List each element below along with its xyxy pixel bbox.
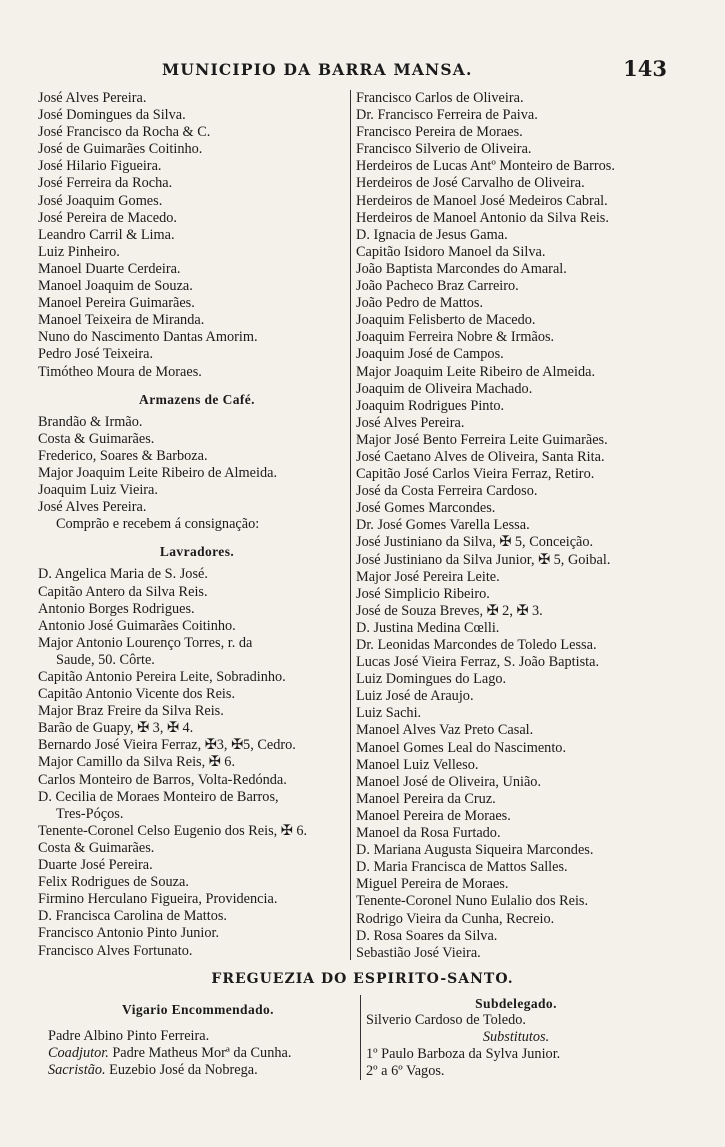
list-item: José Alves Pereira. [38,90,147,106]
list-item: Manoel da Rosa Furtado. [356,825,501,842]
list-item: Herdeiros de Manoel Antonio da Silva Reis. [356,209,609,226]
list-item: Capitão Antonio Pereira Leite, Sobradinho. [38,669,286,685]
list-item: Francisco Silverio de Oliveira. [356,141,532,158]
list-item: Manoel Joaquim de Souza. [38,278,193,295]
list-item: Firmino Herculano Figueira, Providencia. [38,891,278,908]
list-item: José Francisco da Rocha & C. [38,124,211,141]
list-item: Major José Bento Ferreira Leite Guimarães. [356,431,608,448]
list-item: Luiz Pinheiro. [38,243,120,260]
list-item: Costa & Guimarães. [38,839,155,856]
list-item: Major Camillo da Silva Reis, ✠ 6. [38,754,236,771]
list-item: Pedro José Teixeira. [38,346,154,363]
list-item: Capitão Antonio Vicente dos Reis. [38,686,236,703]
list-item: Joaquim Luiz Vieira. [38,482,158,499]
list-item: Herdeiros de Manoel José Medeiros Cabral. [356,192,608,209]
list-item: Barão de Guapy, ✠ 3, ✠ 4. [38,720,194,737]
list-item: D. Ignacia de Jesus Gama. [356,226,508,243]
list-item: Manoel José de Oliveira, União. [356,773,542,790]
list-item: José Ferreira da Rocha. [38,175,173,192]
sacristao-label: Sacristão. [48,1062,106,1079]
page-number: 143 [623,56,667,81]
substituto-rest: 2º a 6º Vagos. [366,1063,445,1080]
freguezia-title: FREGUEZIA DO ESPIRITO-SANTO. [211,971,514,987]
list-item: D. Francisca Carolina de Mattos. [38,908,227,925]
list-item: Capitão José Carlos Vieira Ferraz, Retiro. [356,466,595,483]
list-item: João Baptista Marcondes do Amaral. [356,260,567,277]
list-item: D. Mariana Augusta Siqueira Marcondes. [356,842,594,859]
list-item: José Pereira de Macedo. [38,209,177,226]
list-item: Major Joaquim Leite Ribeiro de Almeida. [38,464,278,481]
list-item: Tenente-Coronel Nuno Eulalio dos Reis. [356,893,589,910]
list-item: José Gomes Marcondes. [356,500,496,517]
list-item: Frederico, Soares & Barboza. [38,447,208,464]
armazens-heading: Armazens de Café. [139,391,255,407]
list-item: Manoel Pereira Guimarães. [38,295,195,312]
list-item: Manoel Gomes Leal do Nascimento. [356,739,567,756]
list-item: José Simplicio Ribeiro. [356,585,490,602]
list-item: Luiz Domingues do Lago. [356,671,507,688]
armazens-list [38,414,356,517]
list-item: Timótheo Moura de Moraes. [38,363,202,380]
list-item: José Alves Pereira. [356,414,465,431]
list-item: Luiz Sachi. [356,705,422,722]
left-column [38,90,356,960]
list-item: José de Guimarães Coitinho. [38,141,203,158]
list-item: Manoel Pereira de Moraes. [356,807,511,824]
list-item: D. Justina Medina Cœlli. [356,619,500,636]
list-item: Capitão Antero da Silva Reis. [38,583,208,600]
list-item: Herdeiros de José Carvalho de Oliveira. [356,175,585,192]
list-item: Dr. Francisco Ferreira de Paiva. [356,107,538,124]
right-names-list [356,90,670,962]
coadjutor-value: Padre Matheus Morª da Cunha. [112,1045,292,1062]
list-item: Antonio José Guimarães Coitinho. [38,617,236,634]
list-item: D. Maria Francisca de Mattos Salles. [356,859,568,876]
page-title: MUNICIPIO DA BARRA MANSA. [162,60,473,79]
substituto-1: 1º Paulo Barboza da Sylva Junior. [366,1046,561,1063]
list-item: José Domingues da Silva. [38,107,186,124]
list-item: Sebastião José Vieira. [356,944,481,961]
list-item: Herdeiros de Lucas Antº Monteiro de Barros. [356,158,615,175]
list-item: Capitão Isidoro Manoel da Silva. [356,243,546,260]
list-item: Joaquim Rodrigues Pinto. [356,397,505,414]
list-item: Saude, 50. Côrte. [56,651,155,668]
list-item: José Justiniano da Silva Junior, ✠ 5, Goibal. [356,551,611,568]
list-item: Joaquim Felisberto de Macedo. [356,312,536,329]
list-item: D. Angelica Maria de S. José. [38,566,208,583]
list-item: Carlos Monteiro de Barros, Volta-Redónda. [38,771,287,788]
list-item: José da Costa Ferreira Cardoso. [356,483,538,500]
vigario-heading: Vigario Encommendado. [122,1002,274,1017]
lavradores-heading: Lavradores. [159,544,235,560]
list-item: Costa & Guimarães. [38,430,155,447]
list-item: Joaquim Ferreira Nobre & Irmãos. [356,329,555,346]
list-item: Felix Rodrigues de Souza. [38,874,189,891]
lavradores-list [38,566,356,959]
list-item: Manoel Luiz Velleso. [356,756,479,773]
list-item: João Pedro de Mattos. [356,295,484,312]
padre-line: Padre Albino Pinto Ferreira. [48,1028,210,1045]
list-item: Dr. José Gomes Varella Lessa. [356,517,530,534]
right-column [356,90,670,962]
list-item: Antonio Borges Rodrigues. [38,600,195,617]
subdelegado-heading: Subdelegado. [475,996,557,1011]
list-item: Francisco Antonio Pinto Junior. [38,925,220,942]
coadjutor-line [48,1045,348,1062]
list-item: Bernardo José Vieira Ferraz, ✠3, ✠5, Cedro. [38,737,296,754]
list-item: Major José Pereira Leite. [356,568,500,585]
list-item: Luiz José de Araujo. [356,688,474,705]
list-item: Joaquim de Oliveira Machado. [356,380,533,397]
list-item: Major Braz Freire da Silva Reis. [38,703,224,720]
list-item: Francisco Alves Fortunato. [38,942,193,959]
sacristao-value: Euzebio José da Nobrega. [109,1062,258,1079]
list-item: Miguel Pereira de Moraes. [356,876,509,893]
list-item: Francisco Carlos de Oliveira. [356,90,524,106]
list-item: Leandro Carril & Lima. [38,226,175,243]
list-item: Lucas José Vieira Ferraz, S. João Baptista. [356,654,600,671]
substitutos-heading: Substitutos. [482,1029,550,1046]
list-item: José Alves Pereira. [38,499,147,516]
subdelegado-line: Silverio Cardoso de Toledo. [366,1012,526,1029]
list-item: João Pacheco Braz Carreiro. [356,278,519,295]
coadjutor-label: Coadjutor. [48,1045,109,1062]
sacristao-line [48,1062,348,1079]
list-item: Brandão & Irmão. [38,413,143,430]
list-item: Manoel Pereira da Cruz. [356,790,496,807]
list-item: Duarte José Pereira. [38,857,153,874]
list-item: José Justiniano da Silva, ✠ 5, Conceição. [356,534,594,551]
list-item: José Hilario Figueira. [38,158,162,175]
list-item: José de Souza Breves, ✠ 2, ✠ 3. [356,602,543,619]
list-item: D. Rosa Soares da Silva. [356,927,498,944]
list-item: Major Antonio Lourenço Torres, r. da [38,634,253,651]
page-header [0,56,725,84]
armazens-note: Comprão e recebem á consignação: [56,516,260,533]
list-item: D. Cecilia de Moraes Monteiro de Barros, [38,788,279,805]
list-item: Manoel Alves Vaz Preto Casal. [356,722,534,739]
list-item: José Joaquim Gomes. [38,192,163,209]
merchant-list [38,90,356,381]
vigario-section [48,997,348,1079]
list-item: Manoel Teixeira de Miranda. [38,312,205,329]
subdelegado-section [366,995,666,1080]
list-item: Nuno do Nascimento Dantas Amorim. [38,329,258,346]
list-item: Dr. Leonidas Marcondes de Toledo Lessa. [356,637,597,653]
list-item: Tres-Póços. [56,805,124,822]
list-item: Manoel Duarte Cerdeira. [38,260,181,277]
list-item: Francisco Pereira de Moraes. [356,124,523,141]
list-item: Joaquim José de Campos. [356,346,504,363]
list-item: Tenente-Coronel Celso Eugenio dos Reis, ✠ 6. [38,822,308,839]
list-item: Rodrigo Vieira da Cunha, Recreio. [356,910,555,927]
list-item: Major Joaquim Leite Ribeiro de Almeida. [356,363,596,380]
list-item: José Caetano Alves de Oliveira, Santa Rita. [356,448,605,465]
bottom-divider [360,995,361,1080]
